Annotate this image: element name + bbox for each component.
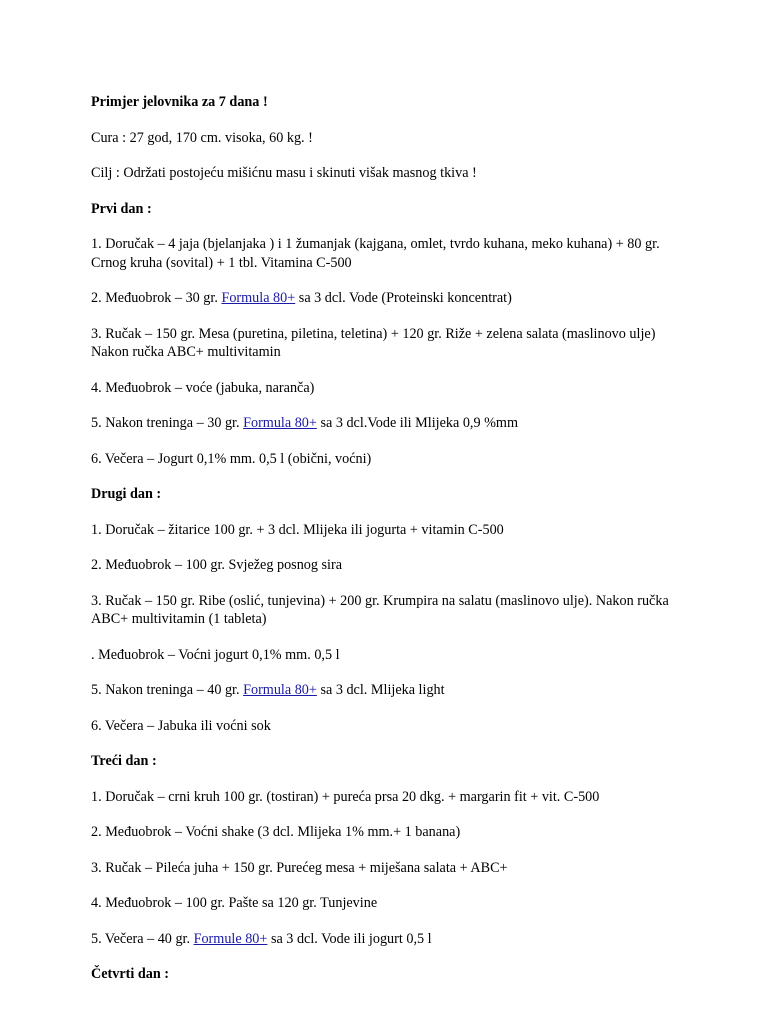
document-body [91, 93, 681, 1001]
meal-item [91, 681, 681, 700]
meal-text: 4. Međuobrok – 100 gr. Pašte sa 120 gr. Tunjevine [91, 895, 378, 911]
meal-text-continued: sa 3 dcl. Mlijeka light [316, 682, 445, 698]
intro-cilj: Cilj : Održati postojeću mišićnu masu i skinuti višak masnog tkiva ! [91, 165, 477, 181]
meal-item [91, 788, 681, 807]
product-link[interactable]: Formula 80+ [243, 415, 317, 431]
meal-text: 1. Doručak – 4 jaja (bjelanjaka ) i 1 žumanjak (kajgana, omlet, tvrdo kuhana, meko kuhana) + 80 gr. Crnog kruha (sovital) + 1 tbl. Vitamina C-500 [91, 236, 660, 271]
meal-item [91, 859, 681, 878]
meal-item [91, 414, 681, 433]
meal-text: 4. Međuobrok – voće (jabuka, naranča) [91, 379, 315, 396]
meal-item [91, 894, 681, 913]
meal-item [91, 325, 681, 362]
meal-item [91, 521, 681, 540]
day-heading: Četvrti dan : [91, 966, 170, 982]
meal-item [91, 930, 681, 949]
meal-text-continued: sa 3 dcl. Vode (Proteinski koncentrat) [295, 290, 512, 306]
meal-item [91, 556, 681, 575]
meal-text: 5. Večera – 40 gr. [91, 930, 194, 947]
meal-text: 3. Ručak – 150 gr. Mesa (puretina, piletina, teletina) + 120 gr. Riže + zelena salata (maslinovo ulje) Nakon ručka ABC+ multivitamin [91, 325, 656, 360]
meal-text: 2. Međuobrok – 100 gr. Svježeg posnog sira [91, 557, 343, 573]
meal-item [91, 379, 681, 398]
meal-text: . Međuobrok – Voćni jogurt 0,1% mm. 0,5 l [91, 646, 340, 663]
meal-text: 5. Nakon treninga – 30 gr. [91, 415, 244, 431]
meal-text-continued: sa 3 dcl. Vode ili jogurt 0,5 l [267, 930, 432, 947]
meal-item [91, 235, 681, 272]
meal-item [91, 450, 681, 469]
meal-item [91, 823, 681, 842]
meal-text: 2. Međuobrok – Voćni shake (3 dcl. Mlijeka 1% mm.+ 1 banana) [91, 824, 461, 840]
meal-text: 5. Nakon treninga – 40 gr. [91, 682, 244, 698]
product-link[interactable]: Formula 80+ [243, 682, 317, 698]
meal-item [91, 289, 681, 308]
meal-text: 3. Ručak – Pileća juha + 150 gr. Purećeg mesa + miješana salata + ABC+ [91, 859, 508, 876]
day-heading: Drugi dan : [91, 486, 162, 502]
meal-text: 2. Međuobrok – 30 gr. [91, 290, 222, 306]
meal-text: 1. Doručak – žitarice 100 gr. + 3 dcl. Mlijeka ili jogurta + vitamin C-500 [91, 521, 504, 538]
days-container [91, 200, 681, 984]
day-heading: Prvi dan : [91, 200, 152, 217]
meal-item [91, 717, 681, 736]
meal-item [91, 646, 681, 665]
meal-text: 6. Večera – Jogurt 0,1% mm. 0,5 l (obični, voćni) [91, 450, 372, 467]
product-link[interactable]: Formule 80+ [193, 930, 268, 947]
document-title: Primjer jelovnika za 7 dana ! [91, 94, 268, 110]
product-link[interactable]: Formula 80+ [221, 290, 296, 306]
meal-text: 6. Večera – Jabuka ili voćni sok [91, 717, 271, 734]
meal-item [91, 592, 681, 629]
intro-cura: Cura : 27 god, 170 cm. visoka, 60 kg. ! [91, 129, 313, 146]
meal-text-continued: sa 3 dcl.Vode ili Mlijeka 0,9 %mm [316, 415, 519, 431]
day-heading: Treći dan : [91, 753, 157, 769]
meal-text: 1. Doručak – crni kruh 100 gr. (tostiran) + pureća prsa 20 dkg. + margarin fit + vit. C-500 [91, 788, 600, 805]
meal-text: 3. Ručak – 150 gr. Ribe (oslić, tunjevina) + 200 gr. Krumpira na salatu (maslinovo ulje). Nakon ručka ABC+ multivitamin (1 tableta) [91, 592, 669, 627]
